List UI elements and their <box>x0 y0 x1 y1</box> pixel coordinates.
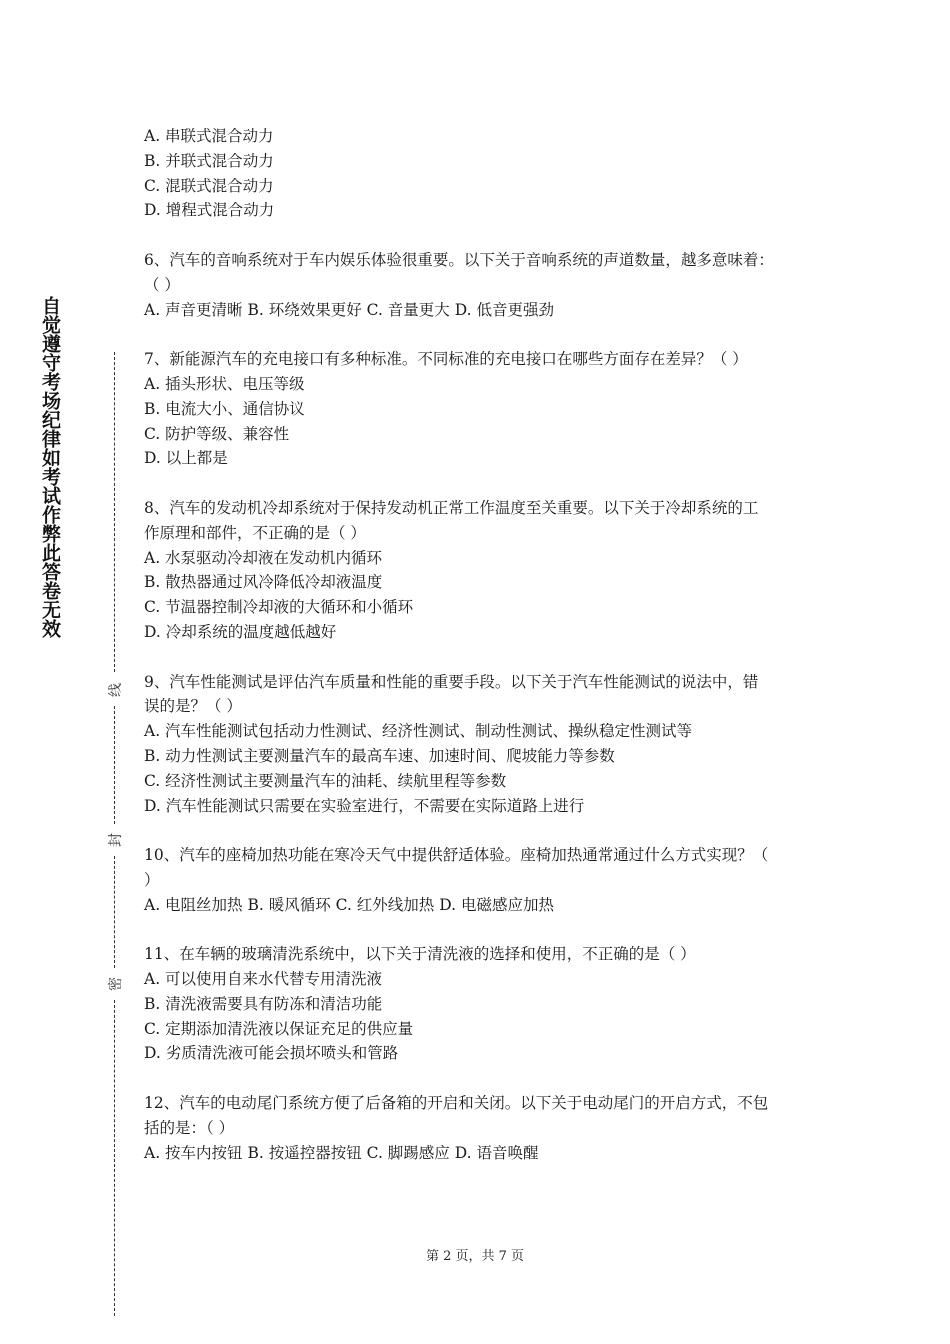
option-line: A. 电阻丝加热 B. 暖风循环 C. 红外线加热 D. 电磁感应加热 <box>144 895 554 914</box>
page-number: 第 2 页，共 7 页 <box>425 1249 525 1264</box>
question-stem: （ ） <box>144 275 180 294</box>
question-stem: 8、汽车的发动机冷却系统对于保持发动机正常工作温度至关重要。以下关于冷却系统的工 <box>144 498 759 517</box>
option-line: B. 散热器通过风冷降低冷却液温度 <box>144 573 383 592</box>
option-line: A. 汽车性能测试包括动力性测试、经济性测试、制动性测试、操纵稳定性测试等 <box>144 722 693 741</box>
option-line: B. 并联式混合动力 <box>144 151 274 170</box>
question-stem: ） <box>144 870 160 889</box>
seal-label-line: 线 <box>108 683 124 697</box>
question-8 <box>144 496 814 645</box>
option-line: D. 汽车性能测试只需要在实验室进行，不需要在实际道路上进行 <box>144 796 585 815</box>
question-stem: 7、新能源汽车的充电接口有多种标准。不同标准的充电接口在哪些方面存在差异？（ ） <box>144 350 748 369</box>
question-9 <box>144 670 814 819</box>
question-stem: 误的是？（ ） <box>144 697 242 716</box>
option-line: D. 增程式混合动力 <box>144 201 275 220</box>
question-content <box>144 124 814 1165</box>
binding-dashed-line <box>114 856 115 968</box>
option-line: A. 串联式混合动力 <box>144 127 274 145</box>
question-5-options <box>144 124 814 223</box>
exam-discipline-notice: 自觉遵守考场纪律如考试作弊此答卷无效 <box>39 296 61 638</box>
seal-label-seal: 封 <box>108 833 124 847</box>
option-line: C. 经济性测试主要测量汽车的油耗、续航里程等参数 <box>144 771 507 790</box>
question-stem: 9、汽车性能测试是评估汽车质量和性能的重要手段。以下关于汽车性能测试的说法中，错 <box>144 672 759 691</box>
binding-dashed-line <box>114 1000 115 1316</box>
question-stem: 11、在车辆的玻璃清洗系统中，以下关于清洗液的选择和使用，不正确的是（ ） <box>144 945 696 964</box>
question-12 <box>144 1091 814 1165</box>
question-10 <box>144 843 814 917</box>
question-stem: 作原理和部件，不正确的是（ ） <box>144 523 366 542</box>
question-6 <box>144 248 814 322</box>
option-line: D. 劣质清洗液可能会损坏喷头和管路 <box>144 1044 399 1063</box>
binding-dashed-line <box>114 706 115 824</box>
option-line: B. 电流大小、通信协议 <box>144 399 305 418</box>
option-line: C. 防护等级、兼容性 <box>144 424 290 443</box>
question-stem: 括的是：（ ） <box>144 1118 235 1137</box>
option-line: A. 声音更清晰 B. 环绕效果更好 C. 音量更大 D. 低音更强劲 <box>144 300 554 319</box>
question-stem: 6、汽车的音响系统对于车内娱乐体验很重要。以下关于音响系统的声道数量，越多意味着： <box>144 250 774 269</box>
option-line: C. 定期添加清洗液以保证充足的供应量 <box>144 1019 414 1038</box>
option-line: B. 清洗液需要具有防冻和清洁功能 <box>144 994 383 1013</box>
option-line: C. 混联式混合动力 <box>144 176 274 195</box>
option-line: B. 动力性测试主要测量汽车的最高车速、加速时间、爬坡能力等参数 <box>144 746 615 765</box>
question-11 <box>144 942 814 1066</box>
option-line: C. 节温器控制冷却液的大循环和小循环 <box>144 598 414 617</box>
question-stem: 10、汽车的座椅加热功能在寒冷天气中提供舒适体验。座椅加热通常通过什么方式实现？（ <box>144 846 769 865</box>
binding-dashed-line <box>114 352 115 672</box>
option-line: D. 以上都是 <box>144 449 228 468</box>
option-line: A. 插头形状、电压等级 <box>144 374 305 393</box>
option-line: A. 按车内按钮 B. 按遥控器按钮 C. 脚踢感应 D. 语音唤醒 <box>144 1143 539 1162</box>
question-7 <box>144 347 814 471</box>
question-stem: 12、汽车的电动尾门系统方便了后备箱的开启和关闭。以下关于电动尾门的开启方式，不包 <box>144 1094 769 1113</box>
option-line: A. 水泵驱动冷却液在发动机内循环 <box>144 548 383 567</box>
option-line: D. 冷却系统的温度越低越好 <box>144 622 337 641</box>
option-line: A. 可以使用自来水代替专用清洗液 <box>144 970 383 989</box>
seal-label-secret: 密 <box>108 977 124 991</box>
